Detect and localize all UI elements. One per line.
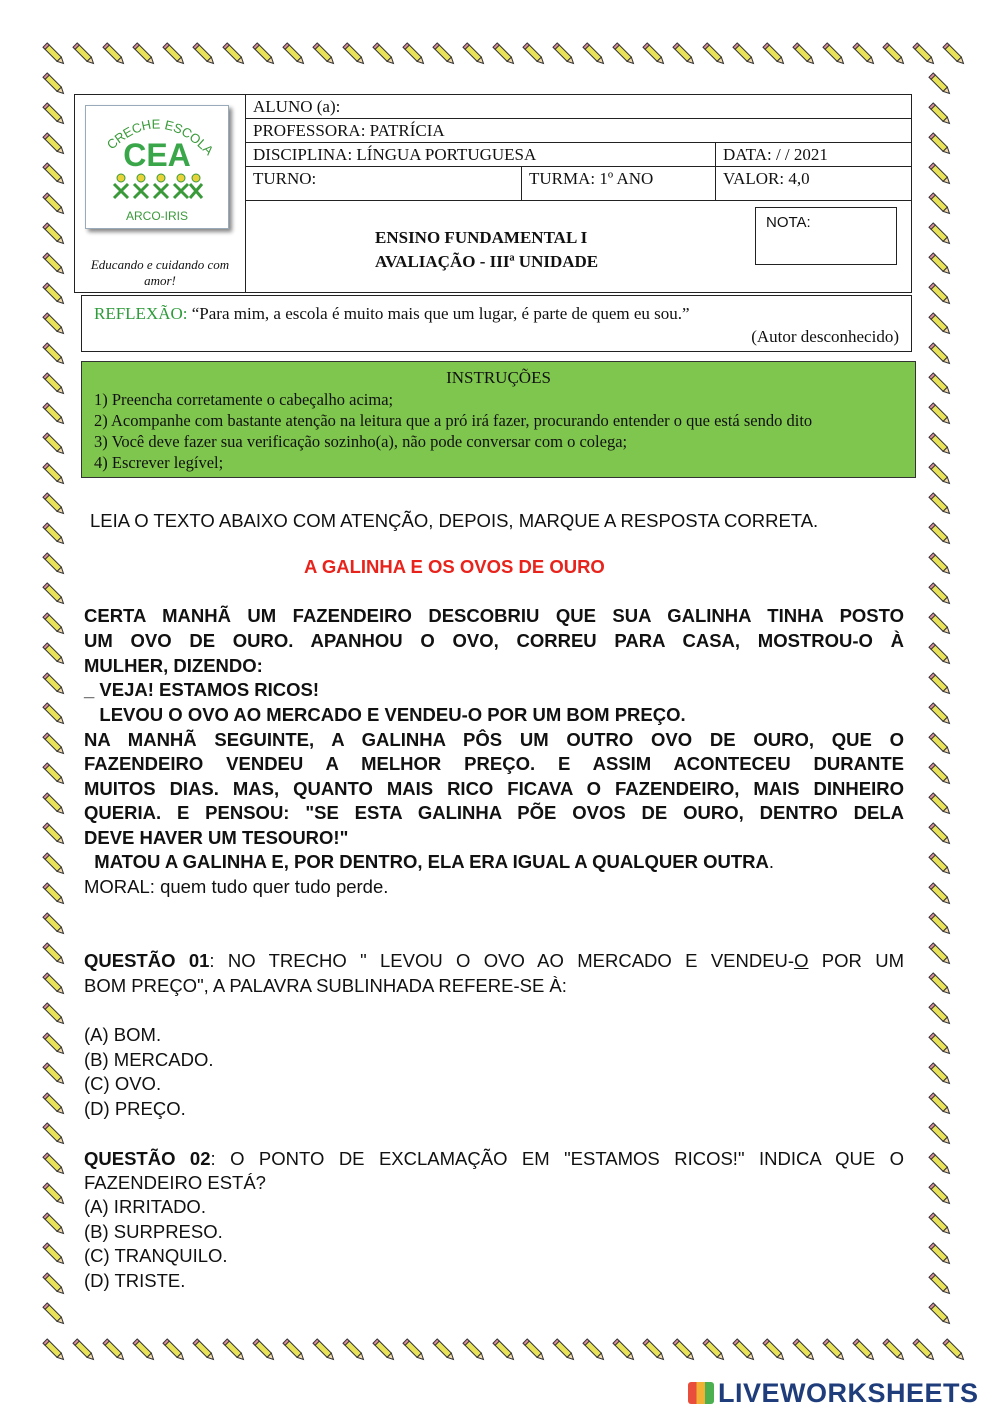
pencil-icon xyxy=(926,910,956,940)
pencil-border-bottom xyxy=(40,1336,970,1366)
question-text: : NO TRECHO " LEVOU O OVO AO MERCADO E VENDEU- xyxy=(209,950,795,971)
question-01 xyxy=(84,950,904,972)
pencil-icon xyxy=(370,40,400,70)
instruction-item: 1) Preencha corretamente o cabeçalho acima; xyxy=(94,390,394,409)
reading-instruction: LEIA O TEXTO ABAIXO COM ATENÇÃO, DEPOIS, MARQUE A RESPOSTA CORRETA. xyxy=(90,510,819,531)
logo-cell xyxy=(75,95,246,292)
pencil-icon xyxy=(670,40,700,70)
pencil-icon xyxy=(700,1336,730,1366)
pencil-icon xyxy=(40,970,70,1000)
pencil-icon xyxy=(70,1336,100,1366)
pencil-icon xyxy=(40,940,70,970)
pencil-icon xyxy=(40,1270,70,1300)
pencil-icon xyxy=(926,1180,956,1210)
pencil-icon xyxy=(926,1030,956,1060)
pencil-icon xyxy=(940,1336,970,1366)
header-table xyxy=(74,94,912,293)
option-d[interactable]: (D) PREÇO. xyxy=(84,1098,186,1119)
pencil-icon xyxy=(40,880,70,910)
pencil-icon xyxy=(730,1336,760,1366)
pencil-icon xyxy=(220,1336,250,1366)
pencil-icon xyxy=(40,520,70,550)
pencil-icon xyxy=(580,1336,610,1366)
pencil-icon xyxy=(190,40,220,70)
pencil-icon xyxy=(40,1240,70,1270)
pencil-icon xyxy=(926,1240,956,1270)
pencil-icon xyxy=(926,580,956,610)
pencil-icon xyxy=(460,1336,490,1366)
pencil-icon xyxy=(790,40,820,70)
pencil-icon xyxy=(580,40,610,70)
avaliacao-label: AVALIAÇÃO - IIIª UNIDADE xyxy=(375,252,599,271)
story-line: FAZENDEIRO VENDEU A MELHOR PREÇO. E ASSIM ACONTECEU DURANTE xyxy=(84,753,904,774)
liveworksheets-icon xyxy=(688,1382,714,1404)
pencil-icon xyxy=(190,1336,220,1366)
pencil-icon xyxy=(520,1336,550,1366)
pencil-icon xyxy=(40,580,70,610)
pencil-icon xyxy=(670,1336,700,1366)
pencil-icon xyxy=(40,310,70,340)
aluno-field[interactable]: ALUNO (a): xyxy=(245,95,911,119)
svg-text:ARCO-IRIS: ARCO-IRIS xyxy=(125,209,189,223)
pencil-icon xyxy=(40,610,70,640)
option-b[interactable]: (B) SURPRESO. xyxy=(84,1221,223,1242)
story-line: UM OVO DE OURO. APANHOU O OVO, CORREU PARA CASA, MOSTROU-O À xyxy=(84,630,904,651)
pencil-icon xyxy=(926,790,956,820)
pencil-icon xyxy=(40,190,70,220)
pencil-icon xyxy=(40,280,70,310)
professora-field: PROFESSORA: PATRÍCIA xyxy=(245,119,911,143)
pencil-icon xyxy=(926,340,956,370)
pencil-icon xyxy=(40,670,70,700)
pencil-icon xyxy=(926,1090,956,1120)
pencil-icon xyxy=(926,550,956,580)
pencil-icon xyxy=(760,40,790,70)
pencil-icon xyxy=(40,910,70,940)
pencil-icon xyxy=(640,40,670,70)
reflexao-author: (Autor desconhecido) xyxy=(751,327,899,346)
pencil-icon xyxy=(40,730,70,760)
story-line: QUERIA. E PENSOU: "SE ESTA GALINHA PÕE OVOS DE OURO, DENTRO DELA xyxy=(84,802,904,823)
logo-icon xyxy=(86,106,228,228)
pencil-icon xyxy=(926,100,956,130)
pencil-border-top xyxy=(40,40,970,70)
pencil-icon xyxy=(926,760,956,790)
story-moral: MORAL: quem tudo quer tudo perde. xyxy=(84,876,389,897)
instructions-box xyxy=(81,361,916,478)
pencil-border-right xyxy=(926,70,956,1330)
pencil-icon xyxy=(40,220,70,250)
pencil-icon xyxy=(926,850,956,880)
pencil-icon xyxy=(926,1270,956,1300)
reflexao-quote: “Para mim, a escola é muito mais que um lugar, é parte de quem eu sou.” xyxy=(191,304,690,323)
pencil-icon xyxy=(926,640,956,670)
pencil-icon xyxy=(40,1300,70,1330)
pencil-icon xyxy=(40,820,70,850)
watermark-text: LIVEWORKSHEETS xyxy=(718,1378,979,1408)
reflexao-box xyxy=(81,295,912,352)
pencil-icon xyxy=(926,670,956,700)
pencil-icon xyxy=(340,1336,370,1366)
pencil-icon xyxy=(926,1120,956,1150)
pencil-icon xyxy=(40,850,70,880)
pencil-icon xyxy=(926,880,956,910)
pencil-icon xyxy=(130,40,160,70)
pencil-icon xyxy=(340,40,370,70)
pencil-icon xyxy=(100,1336,130,1366)
exam-heading xyxy=(375,226,598,274)
divider xyxy=(521,167,522,201)
pencil-icon xyxy=(820,1336,850,1366)
turma-field: TURMA: 1º ANO xyxy=(521,167,715,201)
reflexao-label: REFLEXÃO: xyxy=(94,304,188,323)
pencil-icon xyxy=(926,190,956,220)
option-a[interactable]: (A) IRRITADO. xyxy=(84,1196,206,1217)
pencil-icon xyxy=(430,40,460,70)
pencil-icon xyxy=(40,760,70,790)
pencil-icon xyxy=(926,940,956,970)
pencil-icon xyxy=(926,700,956,730)
option-c[interactable]: (C) TRANQUILO. xyxy=(84,1245,228,1266)
pencil-icon xyxy=(926,490,956,520)
option-c[interactable]: (C) OVO. xyxy=(84,1073,162,1094)
question-text: FAZENDEIRO ESTÁ? xyxy=(84,1172,266,1193)
story-line-last xyxy=(84,851,904,873)
pencil-icon xyxy=(40,1030,70,1060)
pencil-icon xyxy=(40,100,70,130)
pencil-icon xyxy=(40,1210,70,1240)
pencil-icon xyxy=(640,1336,670,1366)
pencil-icon xyxy=(490,1336,520,1366)
pencil-icon xyxy=(926,1000,956,1030)
pencil-icon xyxy=(880,1336,910,1366)
question-text: BOM PREÇO", A PALAVRA SUBLINHADA REFERE-SE À: xyxy=(84,975,567,996)
pencil-icon xyxy=(160,1336,190,1366)
pencil-icon xyxy=(40,1090,70,1120)
story-line: DEVE HAVER UM TESOURO!" xyxy=(84,827,349,848)
divider xyxy=(715,143,716,201)
pencil-icon xyxy=(280,1336,310,1366)
pencil-icon xyxy=(430,1336,460,1366)
pencil-icon xyxy=(40,400,70,430)
story-line: LEVOU O OVO AO MERCADO E VENDEU-O POR UM BOM PREÇO. xyxy=(84,704,686,725)
pencil-icon xyxy=(40,1180,70,1210)
pencil-icon xyxy=(760,1336,790,1366)
pencil-icon xyxy=(310,1336,340,1366)
pencil-icon xyxy=(926,130,956,160)
pencil-icon xyxy=(730,40,760,70)
pencil-icon xyxy=(40,130,70,160)
pencil-icon xyxy=(880,40,910,70)
pencil-icon xyxy=(926,310,956,340)
pencil-icon xyxy=(610,1336,640,1366)
pencil-icon xyxy=(926,610,956,640)
pencil-icon xyxy=(40,250,70,280)
pencil-icon xyxy=(910,40,940,70)
pencil-icon xyxy=(160,40,190,70)
pencil-icon xyxy=(926,520,956,550)
svg-text:CEA: CEA xyxy=(123,137,191,173)
pencil-icon xyxy=(40,550,70,580)
pencil-icon xyxy=(280,40,310,70)
story-title: A GALINHA E OS OVOS DE OURO xyxy=(304,556,605,577)
pencil-icon xyxy=(40,70,70,100)
instructions-title: INSTRUÇÕES xyxy=(446,368,551,387)
pencil-icon xyxy=(926,970,956,1000)
pencil-icon xyxy=(926,70,956,100)
valor-field: VALOR: 4,0 xyxy=(715,167,911,201)
pencil-icon xyxy=(40,700,70,730)
story-line: _ VEJA! ESTAMOS RICOS! xyxy=(84,679,320,700)
pencil-border-left xyxy=(40,70,70,1330)
pencil-icon xyxy=(926,1210,956,1240)
pencil-icon xyxy=(926,220,956,250)
pencil-icon xyxy=(40,1150,70,1180)
pencil-icon xyxy=(310,40,340,70)
ensino-label: ENSINO FUNDAMENTAL I xyxy=(375,228,588,247)
pencil-icon xyxy=(100,40,130,70)
question-text: POR UM xyxy=(808,950,904,971)
pencil-icon xyxy=(550,40,580,70)
story-period: . xyxy=(768,851,774,872)
liveworksheets-logo xyxy=(688,1378,979,1409)
pencil-icon xyxy=(40,640,70,670)
pencil-icon xyxy=(926,820,956,850)
option-b[interactable]: (B) MERCADO. xyxy=(84,1049,214,1070)
story-line: MULHER, DIZENDO: xyxy=(84,655,263,676)
pencil-icon xyxy=(250,40,280,70)
pencil-icon xyxy=(40,40,70,70)
pencil-icon xyxy=(926,1300,956,1330)
pencil-icon xyxy=(926,160,956,190)
question-text: : O PONTO DE EXCLAMAÇÃO EM "ESTAMOS RICOS!" INDICA QUE O xyxy=(210,1148,905,1169)
school-slogan: Educando e cuidando com amor! xyxy=(90,257,230,288)
pencil-icon xyxy=(400,1336,430,1366)
pencil-icon xyxy=(926,250,956,280)
pencil-icon xyxy=(610,40,640,70)
pencil-icon xyxy=(460,40,490,70)
nota-label: NOTA: xyxy=(766,214,811,231)
pencil-icon xyxy=(790,1336,820,1366)
pencil-icon xyxy=(40,1000,70,1030)
pencil-icon xyxy=(70,40,100,70)
story-line: MUITOS DIAS. MAS, QUANTO MAIS RICO FICAVA O FAZENDEIRO, MAIS DINHEIRO xyxy=(84,778,904,799)
pencil-icon xyxy=(490,40,520,70)
pencil-icon xyxy=(40,460,70,490)
instruction-item: 2) Acompanhe com bastante atenção na leitura que a pró irá fazer, procurando entender o que está sendo dito xyxy=(94,411,813,430)
pencil-icon xyxy=(850,1336,880,1366)
school-logo xyxy=(85,105,229,229)
underlined-word: O xyxy=(794,950,809,971)
pencil-icon xyxy=(40,1120,70,1150)
pencil-icon xyxy=(550,1336,580,1366)
disciplina-field: DISCIPLINA: LÍNGUA PORTUGUESA xyxy=(245,143,715,167)
pencil-icon xyxy=(926,280,956,310)
pencil-icon xyxy=(400,40,430,70)
nota-box[interactable] xyxy=(755,207,897,265)
pencil-icon xyxy=(926,370,956,400)
pencil-icon xyxy=(926,1060,956,1090)
pencil-icon xyxy=(926,730,956,760)
pencil-icon xyxy=(220,40,250,70)
pencil-icon xyxy=(40,370,70,400)
pencil-icon xyxy=(40,160,70,190)
pencil-icon xyxy=(40,430,70,460)
story-line: CERTA MANHÃ UM FAZENDEIRO DESCOBRIU QUE SUA GALINHA TINHA POSTO xyxy=(84,605,904,626)
pencil-icon xyxy=(130,1336,160,1366)
pencil-icon xyxy=(370,1336,400,1366)
pencil-icon xyxy=(40,1336,70,1366)
pencil-icon xyxy=(40,1060,70,1090)
svg-text:CRECHE ESCOLA: CRECHE ESCOLA xyxy=(103,116,217,159)
instruction-item: 4) Escrever legível; xyxy=(94,453,224,472)
pencil-icon xyxy=(926,430,956,460)
pencil-icon xyxy=(926,400,956,430)
turno-field[interactable]: TURNO: xyxy=(245,167,521,201)
pencil-icon xyxy=(820,40,850,70)
option-d[interactable]: (D) TRISTE. xyxy=(84,1270,186,1291)
pencil-icon xyxy=(850,40,880,70)
data-field[interactable]: DATA: / / 2021 xyxy=(715,143,911,167)
pencil-icon xyxy=(926,460,956,490)
story-line: MATOU A GALINHA E, POR DENTRO, ELA ERA IGUAL A QUALQUER OUTRA xyxy=(84,851,769,872)
pencil-icon xyxy=(40,340,70,370)
pencil-icon xyxy=(926,1150,956,1180)
question-02 xyxy=(84,1148,904,1170)
pencil-icon xyxy=(520,40,550,70)
story-line: NA MANHÃ SEGUINTE, A GALINHA PÔS UM OUTRO OVO DE OURO, QUE O xyxy=(84,729,904,750)
pencil-icon xyxy=(940,40,970,70)
pencil-icon xyxy=(250,1336,280,1366)
question-label: QUESTÃO 01 xyxy=(84,950,210,971)
pencil-icon xyxy=(910,1336,940,1366)
pencil-icon xyxy=(40,790,70,820)
instruction-item: 3) Você deve fazer sua verificação sozinho(a), não pode conversar com o colega; xyxy=(94,432,628,451)
pencil-icon xyxy=(40,490,70,520)
option-a[interactable]: (A) BOM. xyxy=(84,1024,162,1045)
pencil-icon xyxy=(700,40,730,70)
question-label: QUESTÃO 02 xyxy=(84,1148,211,1169)
